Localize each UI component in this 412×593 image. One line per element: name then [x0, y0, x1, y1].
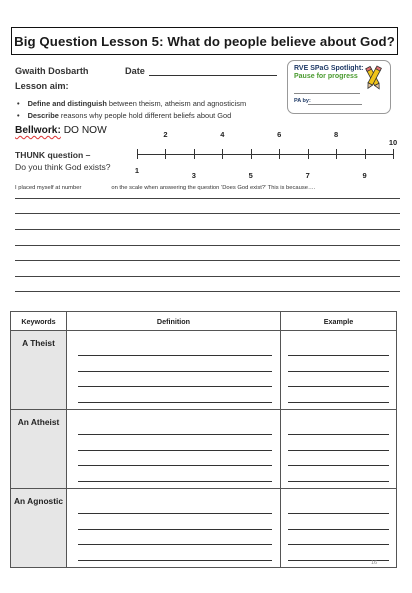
scale-tick: [251, 149, 252, 159]
table-row: [11, 331, 397, 410]
scale-number: 2: [163, 130, 168, 139]
spag-line[interactable]: [294, 93, 360, 94]
scale-tick: [222, 149, 223, 159]
header-definition: Definition: [67, 312, 281, 331]
bellwork-label: Bellwork:: [15, 125, 61, 136]
pencils-icon: [362, 65, 386, 91]
aim-item: • Describe reasons why people hold different beliefs about God: [17, 111, 232, 120]
scale-tick: [165, 149, 166, 159]
answer-line[interactable]: [15, 229, 400, 230]
scale-tick: [393, 149, 394, 159]
header-keywords: Keywords: [11, 312, 67, 331]
keyword-cell: A Theist: [11, 331, 67, 410]
keyword-cell: An Agnostic: [11, 489, 67, 568]
aim-item: • Define and distinguish between theism, atheism and agnosticism: [17, 99, 247, 108]
answer-line[interactable]: [15, 198, 400, 199]
student-name: Gwaith Dosbarth: [15, 66, 89, 76]
scale-tick: [365, 149, 366, 159]
example-cell[interactable]: [281, 410, 397, 489]
aim-text: reasons why people hold different beliefs about God: [58, 111, 232, 120]
answer-line[interactable]: [15, 291, 400, 292]
scale-tick: [279, 149, 280, 159]
answer-line[interactable]: [15, 276, 400, 277]
example-cell[interactable]: [281, 489, 397, 568]
definition-cell[interactable]: [67, 410, 281, 489]
sentence-end: on the scale when answering the question ‘Does God exist?’ This is because….: [111, 185, 316, 191]
answer-line[interactable]: [15, 245, 400, 246]
pa-label: PA by:: [294, 98, 311, 104]
header-example: Example: [281, 312, 397, 331]
aim-text: between theism, atheism and agnosticism: [106, 99, 247, 108]
sentence-start: I placed myself at number: [15, 185, 82, 191]
scale-tick: [194, 149, 195, 159]
scale-number: 4: [220, 130, 225, 139]
pa-field[interactable]: [308, 104, 362, 105]
spag-subtitle: Pause for progress: [294, 73, 358, 80]
page-title: Big Question Lesson 5: What do people believe about God?: [11, 27, 398, 55]
table-row: [11, 410, 397, 489]
scale-number: 9: [362, 171, 367, 180]
table-row: [11, 489, 397, 568]
page-number: 16: [371, 560, 378, 566]
definition-cell[interactable]: [67, 489, 281, 568]
answer-line[interactable]: [15, 260, 400, 261]
belief-scale-line[interactable]: [137, 154, 393, 155]
example-cell[interactable]: [281, 331, 397, 410]
aim-keyword: Define and distinguish: [27, 99, 107, 108]
scale-tick: [137, 149, 138, 159]
scale-number: 3: [191, 171, 196, 180]
scale-number: 10: [388, 138, 398, 147]
scale-number: 8: [334, 130, 339, 139]
thunk-label: THUNK question –: [15, 150, 91, 160]
keywords-table: [10, 311, 397, 568]
sentence-starter: [15, 185, 315, 191]
lesson-aim-label: Lesson aim:: [15, 81, 69, 91]
definition-cell[interactable]: [67, 331, 281, 410]
thunk-question: Do you think God exists?: [15, 162, 111, 172]
lesson-aims-list: [17, 98, 246, 122]
bellwork-text: DO NOW: [63, 125, 107, 136]
spag-spotlight-box: [287, 60, 391, 114]
bellwork-heading: [15, 125, 107, 136]
spag-title: RVE SPaG Spotlight:: [294, 65, 364, 72]
scale-number: 1: [134, 166, 140, 175]
date-field[interactable]: [149, 75, 277, 76]
aim-keyword: Describe: [27, 111, 59, 120]
scale-number: 5: [248, 171, 253, 180]
scale-number: 6: [277, 130, 282, 139]
scale-number: 7: [305, 171, 310, 180]
scale-tick: [336, 149, 337, 159]
scale-tick: [308, 149, 309, 159]
date-label: Date: [125, 66, 145, 76]
answer-line[interactable]: [15, 213, 400, 214]
keyword-cell: An Atheist: [11, 410, 67, 489]
